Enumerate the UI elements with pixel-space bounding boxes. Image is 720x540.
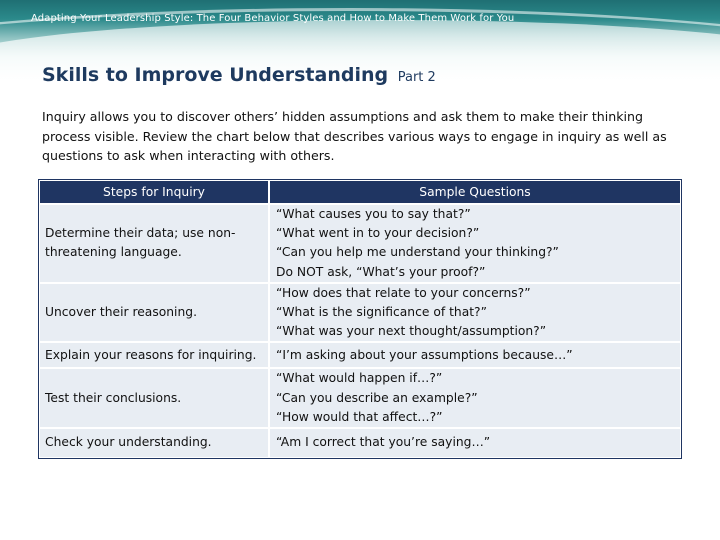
question-line: “Can you describe an example?” xyxy=(276,390,478,405)
questions-cell xyxy=(270,205,680,282)
table-row xyxy=(40,343,680,367)
title-main: Skills to Improve Understanding xyxy=(42,64,389,86)
title-part: Part 2 xyxy=(397,70,436,85)
question-line: “What is the significance of that?” xyxy=(276,305,487,320)
questions-cell xyxy=(270,343,680,367)
page-title xyxy=(42,64,436,86)
step-cell: Determine their data; use non-threatening language. xyxy=(40,205,268,282)
column-header-questions: Sample Questions xyxy=(270,181,680,203)
step-cell: Check your understanding. xyxy=(40,429,268,457)
intro-paragraph: Inquiry allows you to discover others’ hidden assumptions and ask them to make their thinking process visible. Review the chart below that describes various ways to engage in inquiry as well as questions to ask when interacting with others. xyxy=(42,109,667,163)
table-row xyxy=(40,369,680,427)
step-cell: Uncover their reasoning. xyxy=(40,284,268,342)
step-cell: Test their conclusions. xyxy=(40,369,268,427)
question-line: “How does that relate to your concerns?” xyxy=(276,285,531,300)
column-header-steps: Steps for Inquiry xyxy=(40,181,268,203)
question-line: “Am I correct that you’re saying…” xyxy=(276,435,491,450)
question-line: “How would that affect…?” xyxy=(276,409,443,424)
questions-cell xyxy=(270,429,680,457)
questions-cell xyxy=(270,369,680,427)
question-line: “What would happen if…?” xyxy=(276,371,443,386)
questions-cell xyxy=(270,284,680,342)
question-line: “I’m asking about your assumptions because…” xyxy=(276,347,573,362)
inquiry-table xyxy=(38,179,682,459)
table-row xyxy=(40,284,680,342)
step-cell: Explain your reasons for inquiring. xyxy=(40,343,268,367)
table-header-row xyxy=(40,181,680,203)
question-line: “What went in to your decision?” xyxy=(276,226,480,241)
question-line: “What causes you to say that?” xyxy=(276,207,471,221)
table-row xyxy=(40,205,680,282)
table-row xyxy=(40,429,680,457)
course-title: Adapting Your Leadership Style: The Four Behavior Styles and How to Make Them Work for You xyxy=(31,13,515,24)
question-line: Do NOT ask, “What’s your proof?” xyxy=(276,264,486,279)
question-line: “What was your next thought/assumption?” xyxy=(276,324,547,339)
question-line: “Can you help me understand your thinking?” xyxy=(276,245,559,260)
